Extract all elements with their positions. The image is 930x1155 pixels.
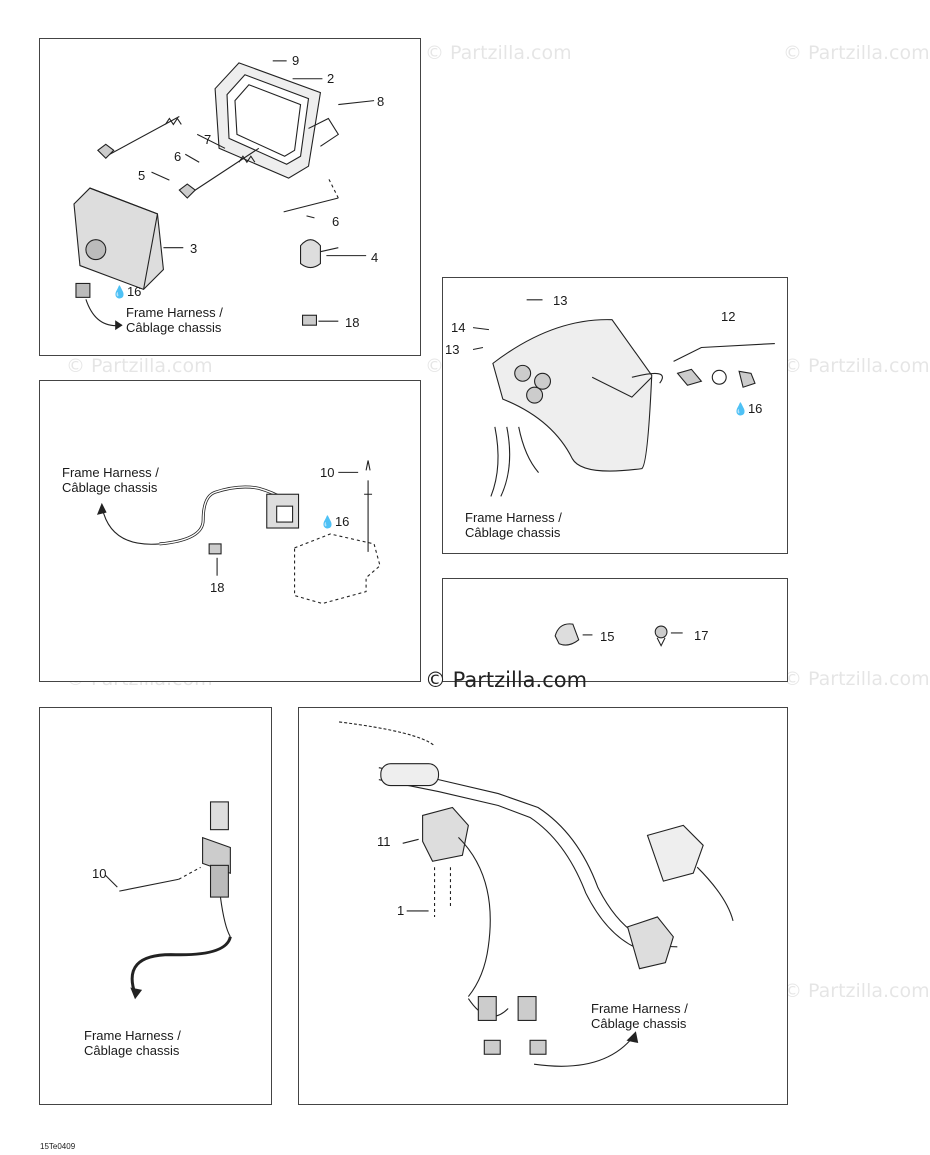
panel-dash	[442, 277, 788, 554]
callout-15: 15	[600, 629, 615, 644]
callout-10: 10	[320, 465, 335, 480]
grease-drop-icon: 💧	[112, 285, 127, 299]
grease-drop-icon: 💧	[733, 402, 748, 416]
callout-9: 9	[292, 53, 300, 68]
watermark: © Partzilla.com	[783, 668, 930, 690]
callout-8: 8	[377, 94, 385, 109]
callout-2: 2	[327, 71, 335, 86]
panel-handlebar	[298, 707, 788, 1105]
callout-17: 17	[694, 628, 709, 643]
figure-code: 15Te0409	[40, 1142, 76, 1151]
watermark: © Partzilla.com	[66, 355, 213, 377]
callout-13b: 13	[445, 342, 460, 357]
frame-harness-caption: Frame Harness / Câblage chassis	[62, 465, 159, 495]
watermark: © Partzilla.com	[783, 355, 930, 377]
handlebar-diagram	[299, 708, 787, 1104]
watermark: © Partzilla.com	[783, 980, 930, 1002]
callout-6b: 6	[332, 214, 340, 229]
panel-harness	[39, 380, 421, 682]
callout-10: 10	[92, 866, 107, 881]
panel-headlight	[39, 38, 421, 356]
callout-5: 5	[138, 168, 146, 183]
callout-18: 18	[345, 315, 360, 330]
grease-drop-icon: 💧	[320, 515, 335, 529]
harness-diagram	[40, 381, 420, 681]
headlight-diagram	[40, 39, 420, 355]
callout-7: 7	[204, 132, 212, 147]
callout-6: 6	[174, 149, 182, 164]
watermark: © Partzilla.com	[425, 42, 572, 64]
callout-16: 💧16	[112, 284, 142, 299]
watermark: ©	[425, 355, 444, 377]
callout-3: 3	[190, 241, 198, 256]
callout-12: 12	[721, 309, 736, 324]
center-watermark: © Partzilla.com	[425, 668, 588, 692]
callout-16: 💧16	[733, 401, 763, 416]
panel-fuse	[39, 707, 272, 1105]
callout-14: 14	[451, 320, 466, 335]
frame-harness-caption: Frame Harness / Câblage chassis	[591, 1001, 688, 1031]
callout-13: 13	[553, 293, 568, 308]
callout-4: 4	[371, 250, 379, 265]
panel-clips	[442, 578, 788, 682]
frame-harness-caption: Frame Harness / Câblage chassis	[84, 1028, 181, 1058]
watermark: © Partzilla.com	[783, 42, 930, 64]
frame-harness-caption: Frame Harness / Câblage chassis	[465, 510, 562, 540]
callout-16: 💧16	[320, 514, 350, 529]
callout-18: 18	[210, 580, 225, 595]
callout-1: 1	[397, 903, 405, 918]
clips-diagram	[443, 579, 787, 681]
callout-11: 11	[377, 834, 391, 849]
frame-harness-caption: Frame Harness / Câblage chassis	[126, 305, 223, 335]
